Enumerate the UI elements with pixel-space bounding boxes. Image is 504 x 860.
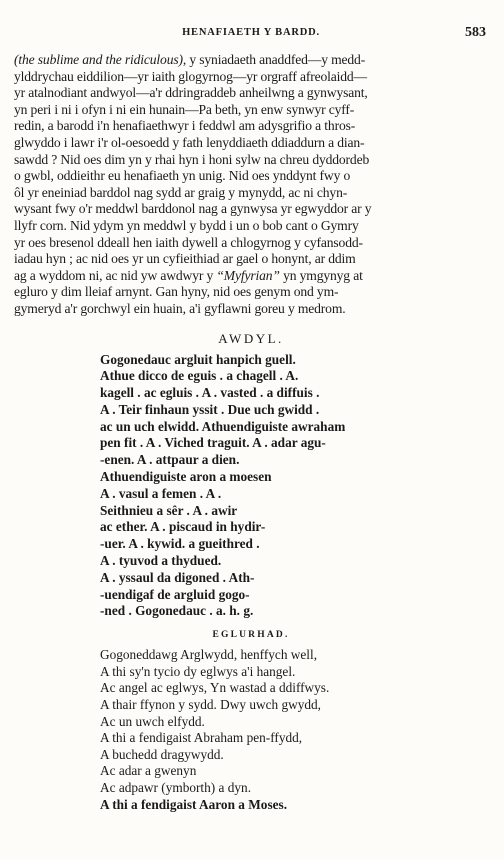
translation-title: EGLURHAD. [212, 630, 290, 641]
translation-line: Ac angel ac eglwys, Yn wastad a ddiffwys. [100, 680, 330, 696]
italic-phrase: (the sublime and the ridiculous) [14, 52, 183, 67]
prose-line: ag a wyddom ni, ac nid yw awdwyr y “Myfyrian” yn ymgynyg at [14, 267, 363, 283]
poem-line: -ned . Gogonedauc . a. h. g. [100, 603, 254, 619]
translation-line: Ac un uwch elfydd. [100, 713, 205, 729]
translation-line: Gogoneddawg Arglwydd, henffych well, [100, 647, 318, 663]
poem-text [100, 352, 488, 621]
prose-line: gymeryd a'r gorchwyl ein huain, a'i gyflawni goreu y medrom. [14, 300, 346, 316]
translation-line: A thi a fendigaist Aaron a Moses. [100, 796, 288, 812]
prose-line: yr atalnodiant andwyol—a'r ddringraddeb anheilwng a gynwysant, [14, 85, 368, 101]
poem-line: Gogonedauc argluit hanpich guell. [100, 351, 296, 367]
prose-paragraph [14, 52, 488, 318]
page-header [14, 22, 488, 44]
translation-line: A buchedd dragywydd. [100, 746, 224, 762]
poem-line: -uer. A . kywid. a gueithred . [100, 536, 260, 552]
translation-line: A thair ffynon y sydd. Dwy uwch gwydd, [100, 697, 321, 713]
poem-line: A . vasul a femen . A . [100, 485, 222, 501]
poem-line: A . yssaul da digoned . Ath- [100, 569, 255, 585]
translation-line: Ac adpawr (ymborth) a dyn. [100, 780, 252, 795]
prose-line: ylddrychau eiddilion—yr iaith glogyrnog—yr orgraff afreolaidd— [14, 68, 367, 84]
poem-title: AWDYL. [218, 330, 284, 346]
poem-line: kagell . ac egluis . A . vasted . a diffuis . [100, 385, 320, 401]
prose-line: o gwbl, oddieithr eu henafiaeth yn unig. Nid oes ynddynt fwy o [14, 168, 351, 184]
italic-title: “Myfyrian” [216, 267, 280, 283]
prose-line: (the sublime and the ridiculous), y syniadaeth anaddfed—y medd- [14, 52, 366, 67]
prose-line: sawdd ? Nid oes dim yn y rhai hyn i honi sylw na chreu dyddordeb [14, 151, 370, 167]
prose-line: glwyddo i lawr i'r ol-oesoedd y fath lenyddiaeth ddiaddurn a dian- [14, 134, 365, 150]
poem-line: Athue dicco de eguis . a chagell . A. [100, 368, 299, 384]
prose-line: llyfr corn. Nid ydym yn meddwl y bydd i un o bob cant o Gymry [14, 217, 359, 233]
poem-line: -uendigaf de argluid gogo- [100, 586, 250, 602]
translation-line: A thi sy'n tycio dy eglwys a'i hangel. [100, 663, 296, 679]
poem-line: Seithnieu a sêr . A . awir [100, 502, 238, 518]
poem-line: A . Teir finhaun yssit . Due uch gwidd . [100, 401, 320, 417]
running-head: HENAFIAETH Y BARDD. [182, 27, 320, 38]
translation-line: A thi a fendigaist Abraham pen-ffydd, [100, 730, 303, 746]
prose-line: egluro y dim lleiaf arnynt. Gan hyny, nid oes genym ond ym- [14, 284, 339, 300]
poem-line: ac un uch elwidd. Athuendiguiste awraham [100, 418, 346, 434]
poem-line: Athuendiguiste aron a moesen [100, 469, 272, 485]
page-number: 583 [465, 25, 486, 40]
prose-line: iadau hyn ; ac nid oes yr un cyfieithiad ar gael o honynt, ar ddim [14, 251, 356, 267]
prose-line: yn peri i ni i ofyn i ni ein hunain—Pa beth, yn enw synwyr cyff- [14, 101, 355, 117]
prose-line: ôl yr eneiniad barddol nag sydd ar graig y mynydd, ac ni chyn- [14, 184, 348, 200]
translation-text [100, 647, 488, 813]
translation-line: Ac adar a gwenyn [100, 763, 197, 779]
prose-line: yr oes bresenol ddeall hen iaith dywell a chlogyrnog y cyfansodd- [14, 234, 363, 250]
poem-line: pen fit . A . Viched traguit. A . adar agu- [100, 435, 326, 451]
prose-line: wysant fwy o'r meddwl barddonol nag a gynwysa yr egwyddor ar y [14, 201, 372, 217]
prose-line: redin, a barodd i'n henafiaethwyr i feddwl am adysgrifio a thros- [14, 118, 356, 134]
poem-line: ac ether. A . piscaud in hydir- [100, 519, 266, 535]
poem-line: -enen. A . attpaur a dien. [100, 452, 240, 468]
poem-line: A . tyuvod a thydued. [100, 553, 222, 569]
